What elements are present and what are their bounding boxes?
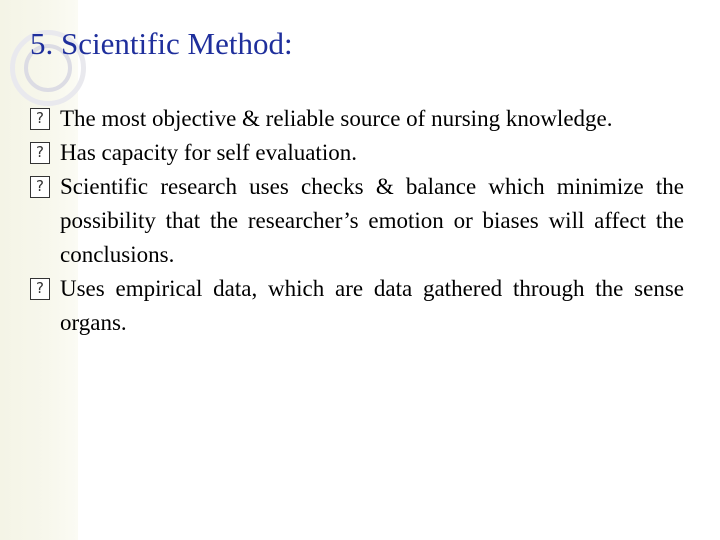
bullet-list bbox=[30, 102, 684, 340]
bullet-item bbox=[30, 102, 684, 136]
slide-title: 5. Scientific Method: bbox=[30, 26, 293, 61]
bullet-glyph-icon: ? bbox=[30, 142, 50, 164]
bullet-item bbox=[30, 272, 684, 340]
bullet-text: The most objective & reliable source of nursing knowledge. bbox=[60, 106, 613, 131]
bullet-glyph-icon: ? bbox=[30, 108, 50, 130]
bullet-item bbox=[30, 136, 684, 170]
bullet-glyph-icon: ? bbox=[30, 176, 50, 198]
bullet-glyph-icon: ? bbox=[30, 278, 50, 300]
bullet-text: Uses empirical data, which are data gathered through the sense organs. bbox=[60, 276, 684, 335]
bullet-item bbox=[30, 170, 684, 272]
bullet-text: Has capacity for self evaluation. bbox=[60, 140, 357, 165]
bullet-text: Scientific research uses checks & balance which minimize the possibility that the researcher’s emotion or biases will affect the conclusions. bbox=[60, 174, 684, 267]
